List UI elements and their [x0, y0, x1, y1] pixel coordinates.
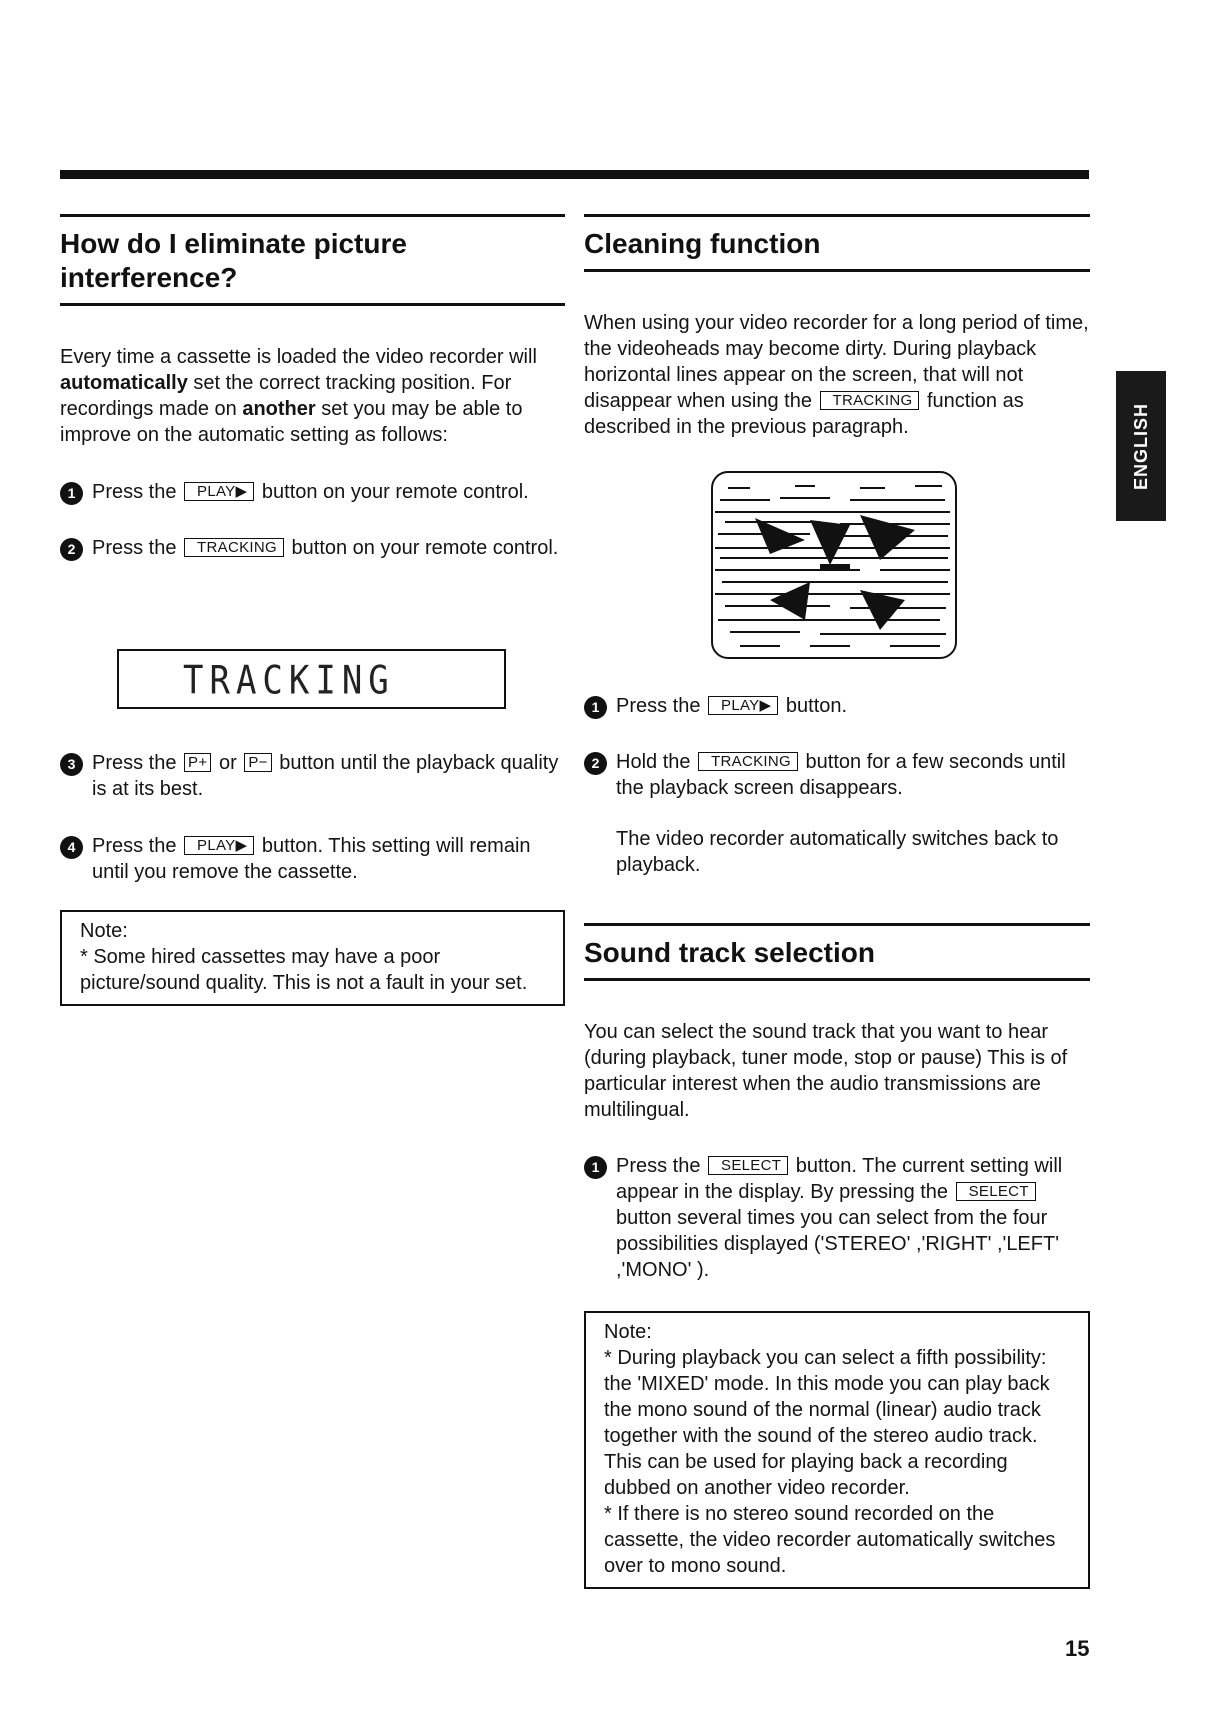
cleaning-steps: [584, 693, 1090, 878]
language-tab: ENGLISH: [1116, 371, 1166, 521]
picture-interference-section: [60, 214, 565, 561]
picture-interference-steps-continued: [60, 750, 565, 1006]
tracking-display: TRACKING: [117, 649, 506, 709]
section-title: Cleaning function: [584, 228, 821, 259]
play-key-icon: PLAY▶: [708, 696, 778, 715]
page-number: 15: [1065, 1636, 1090, 1661]
note-text-2: * If there is no stereo sound recorded on the cassette, the video recorder automatically switches over to mono sound.: [604, 1503, 1056, 1577]
sound-intro: You can select the sound track that you want to hear (during playback, tuner mode, stop or pause) This is of particular interest when the audio transmissions are multilingual.: [584, 1021, 1068, 1121]
step-number: 4: [60, 836, 83, 859]
tracking-key-icon: TRACKING: [698, 752, 798, 771]
cleaning-step-1: 1 Press the PLAY▶ button.: [584, 693, 1090, 719]
section-title: Sound track selection: [584, 937, 875, 968]
section-top-rule: [584, 214, 1090, 217]
step-number: 3: [60, 753, 83, 776]
tracking-key-icon: TRACKING: [820, 391, 920, 410]
program-down-key-icon: P−: [244, 753, 271, 772]
note-label: Note:: [80, 920, 128, 942]
program-up-key-icon: P+: [184, 753, 211, 772]
select-key-icon: SELECT: [956, 1182, 1036, 1201]
sound-note-box: [584, 1311, 1090, 1589]
cleaning-function-section: [584, 214, 1090, 440]
page-top-rule: [60, 170, 1089, 179]
note-label: Note:: [604, 1321, 652, 1343]
section-title: How do I eliminate picture interference?: [60, 228, 407, 293]
sound-step-1: 1 Press the SELECT button. The current setting will appear in the display. By pressing the SELECT button several times you can select from the four possibilities displayed ('STEREO' ,'RIGHT' ,'LEFT' ,'MONO' ).: [584, 1153, 1090, 1283]
section-bottom-rule: [584, 978, 1090, 981]
sound-track-section: [584, 923, 1090, 1589]
step-number: 2: [584, 752, 607, 775]
step-4: 4 Press the PLAY▶ button. This setting will remain until you remove the cassette.: [60, 833, 565, 885]
note-text-1: * During playback you can select a fifth possibility: the 'MIXED' mode. In this mode you can play back the mono sound of the normal (linear) audio track together with the sound of the stereo audio track. This can be used for playing back a recording dubbed on another video recorder.: [604, 1347, 1050, 1499]
step-number: 2: [60, 538, 83, 561]
step-3: 3 Press the P+ or P− button until the playback quality is at its best.: [60, 750, 565, 802]
tracking-key-icon: TRACKING: [184, 538, 284, 557]
step-number: 1: [584, 1156, 607, 1179]
intro-paragraph: When using your video recorder for a long period of time, the videoheads may become dirty. During playback horizontal lines appear on the screen, that will not disappear when using the TRACKING function as described in the previous paragraph.: [584, 312, 1089, 438]
play-key-icon: PLAY▶: [184, 482, 254, 501]
intro-paragraph: Every time a cassette is loaded the video recorder will automatically set the correct tracking position. For recordings made on another set you may be able to improve on the automatic setting as follows:: [60, 346, 537, 446]
note-text: * Some hired cassettes may have a poor picture/sound quality. This is not a fault in your set.: [80, 946, 528, 994]
step-number: 1: [584, 696, 607, 719]
section-top-rule: [60, 214, 565, 217]
dirty-screen-illustration: [710, 470, 958, 660]
section-top-rule: [584, 923, 1090, 926]
cleaning-step-2: 2 Hold the TRACKING button for a few seconds until the playback screen disappears.: [584, 749, 1090, 801]
select-key-icon: SELECT: [708, 1156, 788, 1175]
section-bottom-rule: [60, 303, 565, 306]
cleaning-followup: The video recorder automatically switches back to playback.: [616, 828, 1059, 876]
section-bottom-rule: [584, 269, 1090, 272]
step-1: 1 Press the PLAY▶ button on your remote control.: [60, 479, 565, 505]
step-2: 2 Press the TRACKING button on your remote control.: [60, 535, 565, 561]
play-key-icon: PLAY▶: [184, 836, 254, 855]
step-number: 1: [60, 482, 83, 505]
note-box: [60, 910, 565, 1006]
